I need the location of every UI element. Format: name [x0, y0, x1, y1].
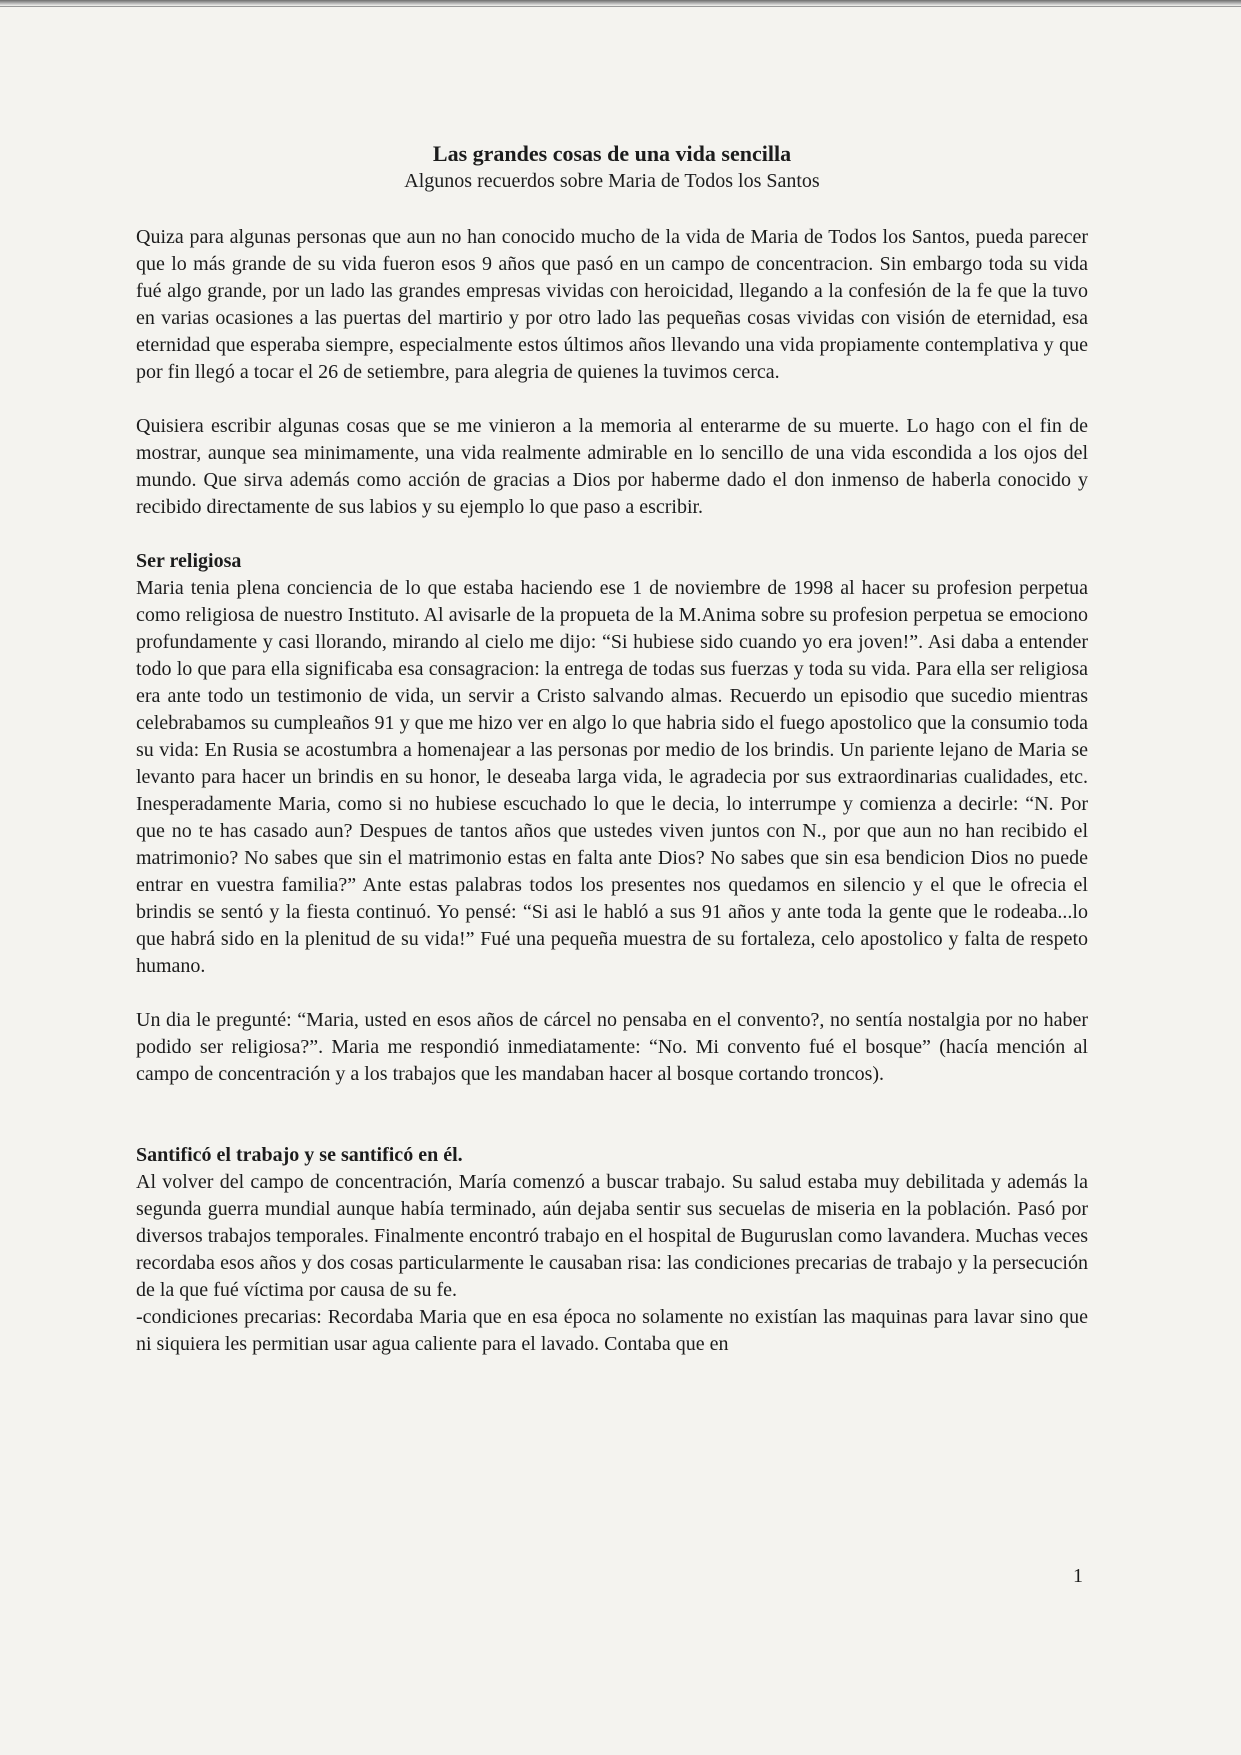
section-heading-trabajo: Santificó el trabajo y se santificó en él.	[136, 1144, 463, 1166]
page-number: 1	[1073, 1565, 1083, 1587]
paragraph-trabajo-1: Al volver del campo de concentración, María comenzó a buscar trabajo. Su salud estaba muy debilitada y además la segunda guerra mundial aunque había terminado, aún dejaba sentir sus secuelas de miseria en la población. Pasó por diversos trabajos temporales. Finalmente encontró trabajo en el hospital de Buguruslan como lavandera. Muchas veces recordaba esos años y dos cosas particularmente le causaban risa: las condiciones precarias de trabajo y la persecución de la que fué víctima por causa de su fe.	[136, 1171, 1088, 1301]
document-page	[136, 140, 1088, 1358]
document-title: Las grandes cosas de una vida sencilla	[432, 141, 792, 166]
paragraph-trabajo-2: -condiciones precarias: Recordaba Maria que en esa época no solamente no existían las maquinas para lavar sino que ni siquiera les permitian usar agua caliente para el lavado. Contaba que en	[136, 1306, 1088, 1355]
section-spacer	[136, 1088, 1088, 1142]
paragraph-spacer	[136, 980, 1088, 1007]
paragraph-spacer	[136, 386, 1088, 413]
scan-top-line	[0, 6, 1241, 7]
paragraph-intro-1: Quiza para algunas personas que aun no han conocido mucho de la vida de Maria de Todos los Santos, pueda parecer que lo más grande de su vida fueron esos 9 años que pasó en un campo de concentracion. Sin embargo toda su vida fué algo grande, por un lado las grandes empresas vividas con heroicidad, llegando a la confesión de la fe que la tuvo en varias ocasiones a las puertas del martirio y por otro lado las pequeñas cosas vividas con visión de eternidad, esa eternidad que esperaba siempre, especialmente estos últimos años llevando una vida propiamente contemplativa y que por fin llegó a tocar el 26 de setiembre, para alegria de quienes la tuvimos cerca.	[136, 226, 1088, 383]
document-subtitle: Algunos recuerdos sobre Maria de Todos los Santos	[404, 170, 820, 192]
paragraph-religiosa-1: Maria tenia plena conciencia de lo que estaba haciendo ese 1 de noviembre de 1998 al hacer su profesion perpetua como religiosa de nuestro Instituto. Al avisarle de la propueta de la M.Anima sobre su profesion perpetua se emociono profundamente y casi llorando, mirando al cielo me dijo: “Si hubiese sido cuando yo era joven!”. Asi daba a entender todo lo que para ella significaba esa consagracion: la entrega de todas sus fuerzas y toda su vida. Para ella ser religiosa era ante todo un testimonio de vida, un servir a Cristo salvando almas. Recuerdo un episodio que sucedio mientras celebrabamos su cumpleaños 91 y que me hizo ver en algo lo que habria sido el fuego apostolico que la consumio toda su vida: En Rusia se acostumbra a homenajear a las personas por medio de los brindis. Un pariente lejano de Maria se levanto para hacer un brindis en su honor, le deseaba larga vida, le agradecia por sus extraordinarias cualidades, etc. Inesperadamente Maria, como si no hubiese escuchado lo que le decia, lo interrumpe y comienza a decirle: “N. Por que no te has casado aun? Despues de tantos años que ustedes viven juntos con N., por que aun no han recibido el matrimonio? No sabes que sin el matrimonio estas en falta ante Dios? No sabes que sin esa bendicion Dios no puede entrar en vuestra familia?” Ante estas palabras todos los presentes nos quedamos en silencio y el que le ofrecia el brindis se sentó y la fiesta continuó. Yo pensé: “Si asi le habló a sus 91 años y ante toda la gente que le rodeaba...lo que habrá sido en la plenitud de su vida!” Fué una pequeña muestra de su fortaleza, celo apostolico y falta de respeto humano.	[136, 577, 1088, 977]
paragraph-intro-2: Quisiera escribir algunas cosas que se me vinieron a la memoria al enterarme de su muerte. Lo hago con el fin de mostrar, aunque sea minimamente, una vida realmente admirable en lo sencillo de una vida escondida a los ojos del mundo. Que sirva además como acción de gracias a Dios por haberme dado el don inmenso de haberla conocido y recibido directamente de sus labios y su ejemplo lo que paso a escribir.	[136, 415, 1088, 518]
title-block	[136, 140, 1088, 194]
paragraph-religiosa-2: Un dia le pregunté: “Maria, usted en esos años de cárcel no pensaba en el convento?, no sentía nostalgia por no haber podido ser religiosa?”. Maria me respondió inmediatamente: “No. Mi convento fué el bosque” (hacía mención al campo de concentración y a los trabajos que les mandaban hacer al bosque cortando troncos).	[136, 1009, 1088, 1085]
section-heading-religiosa: Ser religiosa	[136, 550, 242, 572]
paragraph-spacer	[136, 521, 1088, 548]
